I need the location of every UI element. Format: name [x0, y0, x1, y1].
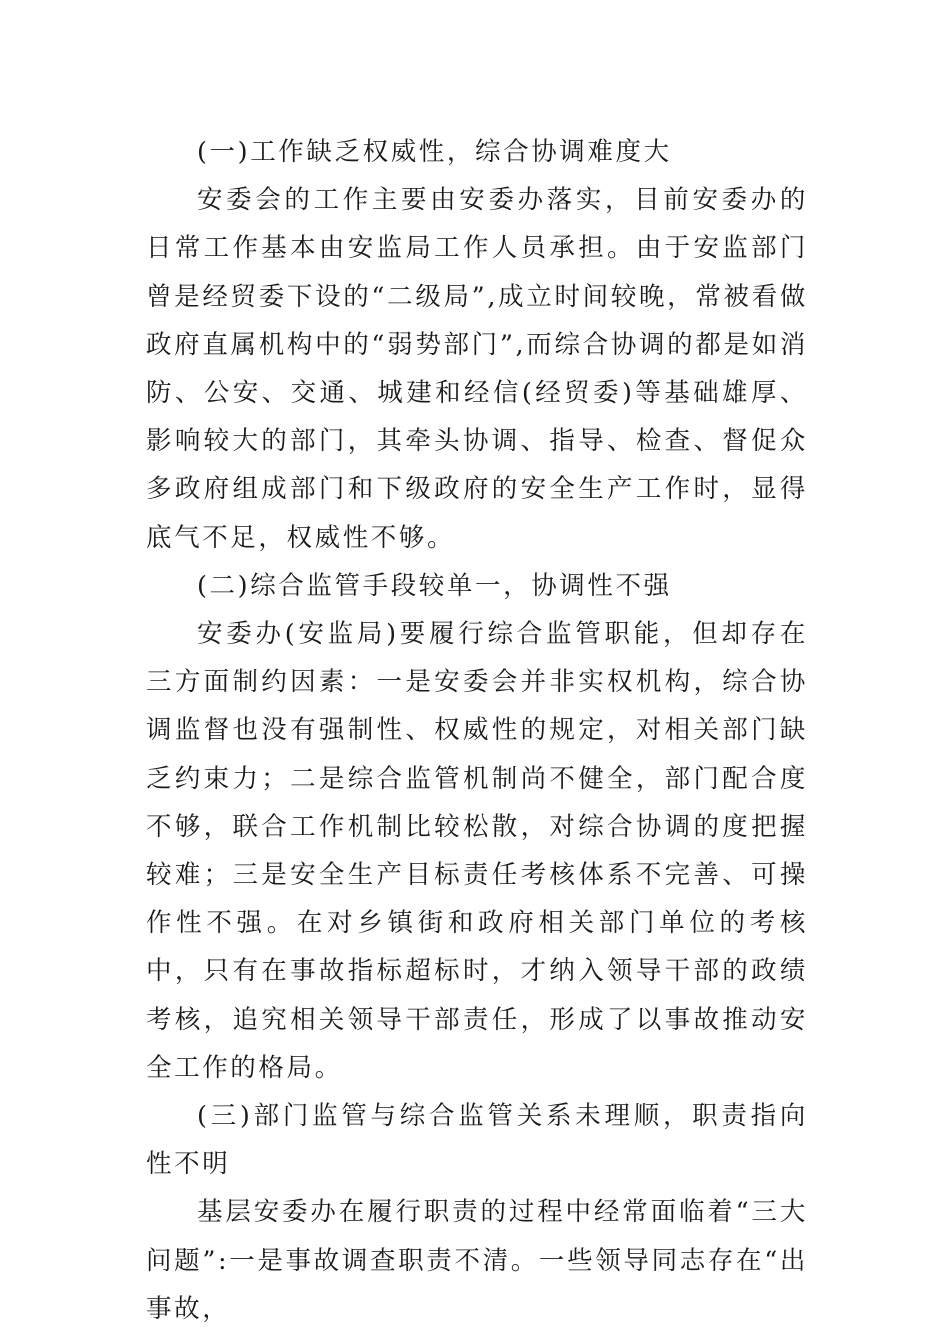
- body-paragraph-1: 安委会的工作主要由安委办落实，目前安委办的日常工作基本由安监局工作人员承担。由于安监部门曾是经贸委下设的“二级局”,成立时间较晚，常被看做政府直属机构中的“弱势部门”,而综合协调的都是如消防、公安、交通、城建和经信(经贸委)等基础雄厚、影响较大的部门，其牵头协调、指导、检查、督促众多政府组成部门和下级政府的安全生产工作时，显得底气不足，权威性不够。: [146, 185, 808, 553]
- body-paragraph-2: 安委办(安监局)要履行综合监管职能，但却存在三方面制约因素：一是安委会并非实权机构，综合协调监督也没有强制性、权威性的规定，对相关部门缺乏约束力；二是综合监管机制尚不健全，部门配合度不够，联合工作机制比较松散，对综合协调的度把握较难；三是安全生产目标责任考核体系不完善、可操作性不强。在对乡镇街和政府相关部门单位的考核中，只有在事故指标超标时，才纳入领导干部的政绩考核，追究相关领导干部责任，形成了以事故推动安全工作的格局。: [146, 619, 808, 1083]
- body-paragraph-3: 基层安委办在履行职责的过程中经常面临着“三大问题”:一是事故调查职责不清。一些领导同志存在“出事故，: [146, 1197, 808, 1324]
- section-heading-2: (二)综合监管手段较单一，协调性不强: [197, 570, 672, 601]
- section-heading-3: (三)部门监管与综合监管关系未理顺，职责指向性不明: [146, 1101, 808, 1180]
- section-heading-1: (一)工作缺乏权威性，综合协调难度大: [197, 137, 672, 167]
- document-body: [146, 128, 808, 1333]
